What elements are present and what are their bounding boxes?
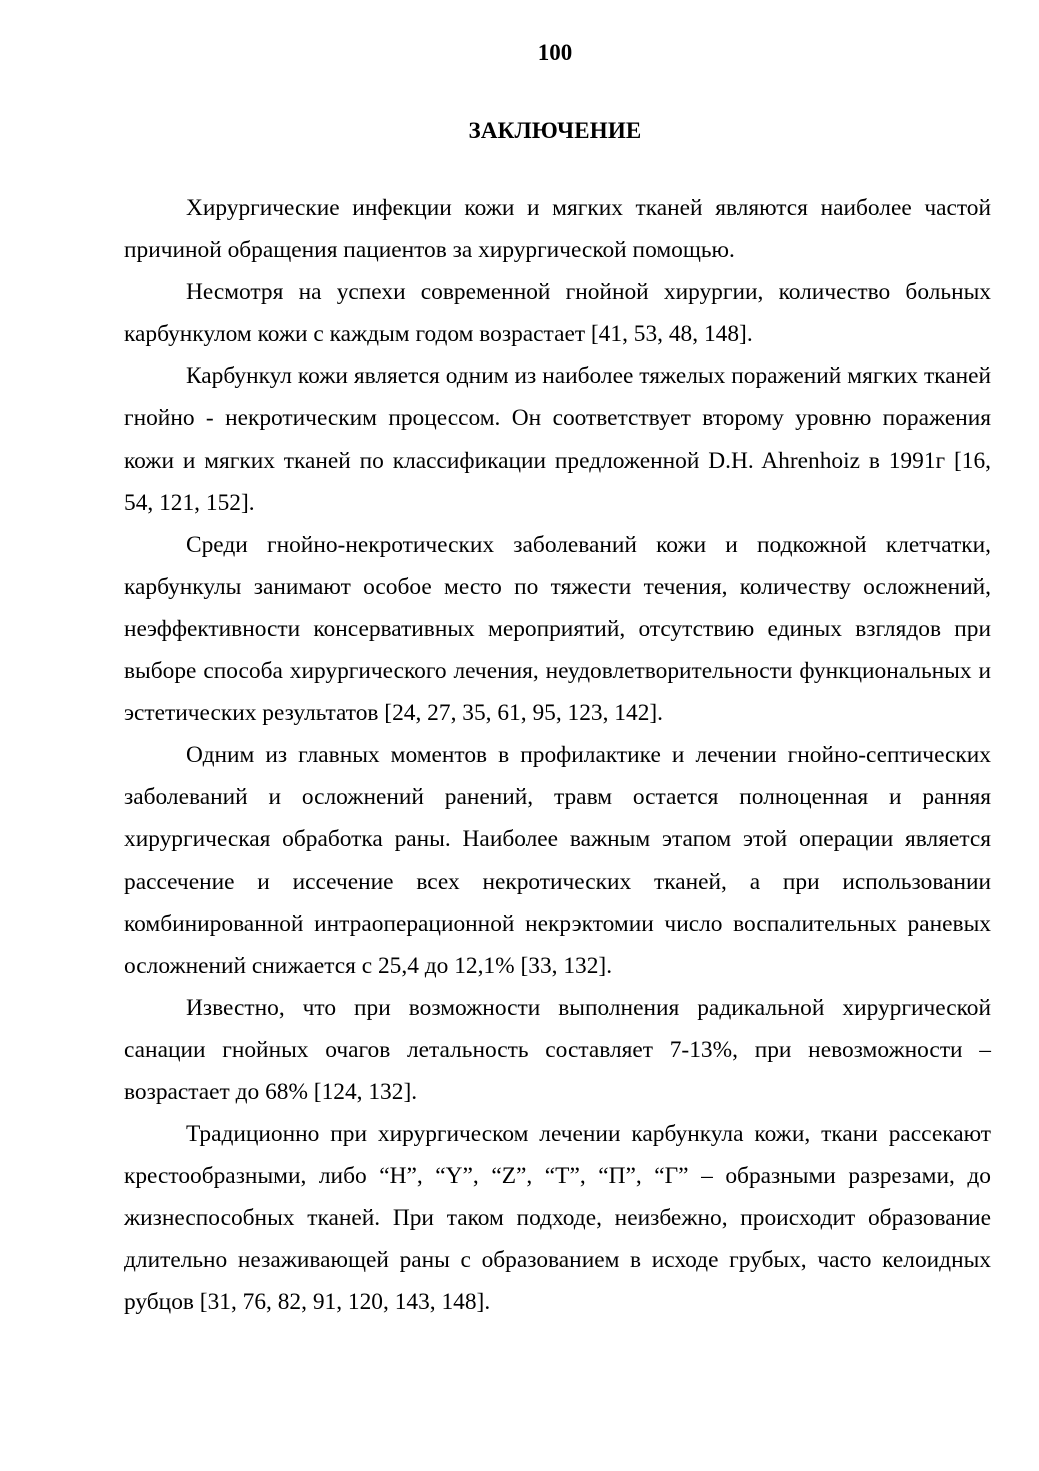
section-title: ЗАКЛЮЧЕНИЕ (468, 118, 642, 143)
paragraph: Карбункул кожи является одним из наиболее тяжелых поражений мягких тканей гнойно - некротическим процессом. Он соответствует второму уровню поражения кожи и мягких тканей по классификации предложенной D.H. Ahrenhoiz в 1991г [16, 54, 121, 152]. (124, 363, 991, 516)
paragraph: Среди гнойно-некротических заболеваний кожи и подкожной клетчатки, карбункулы занимают особое место по тяжести течения, количеству осложнений, неэффективности консервативных мероприятий, отсутствию единых взглядов при выборе способа хирургического лечения, неудовлетворительности функциональных и эстетических результатов [24, 27, 35, 61, 95, 123, 142]. (124, 531, 991, 727)
body-text (124, 187, 991, 1324)
page-number: 100 (537, 40, 573, 65)
paragraph: Хирургические инфекции кожи и мягких тканей являются наиболее частой причиной обращения пациентов за хирургической помощью. (124, 195, 991, 264)
paragraph: Известно, что при возможности выполнения радикальной хирургической санации гнойных очагов летальность составляет 7-13%, при невозможности – возрастает до 68% [124, 132]. (124, 994, 991, 1105)
paragraph: Традиционно при хирургическом лечении карбункула кожи, ткани рассекают крестообразными, либо “H”, “Y”, “Z”, “T”, “П”, “Г” – образными разрезами, до жизнеспособных тканей. При таком подходе, неизбежно, происходит образование длительно незаживающей раны с образованием в исходе грубых, часто келоидных рубцов [31, 76, 82, 91, 120, 143, 148]. (124, 1121, 991, 1316)
paragraph: Несмотря на успехи современной гнойной хирургии, количество больных карбункулом кожи с каждым годом возрастает [41, 53, 48, 148]. (124, 279, 991, 348)
paragraph: Одним из главных моментов в профилактике и лечении гнойно-септических заболеваний и осложнений ранений, травм остается полноценная и ранняя хирургическая обработка раны. Наиболее важным этапом этой операции является рассечение и иссечение всех некротических тканей, а при использовании комбинированной интраоперационной некрэктомии число воспалительных раневых осложнений снижается с 25,4 до 12,1% [33, 132]. (124, 742, 991, 979)
